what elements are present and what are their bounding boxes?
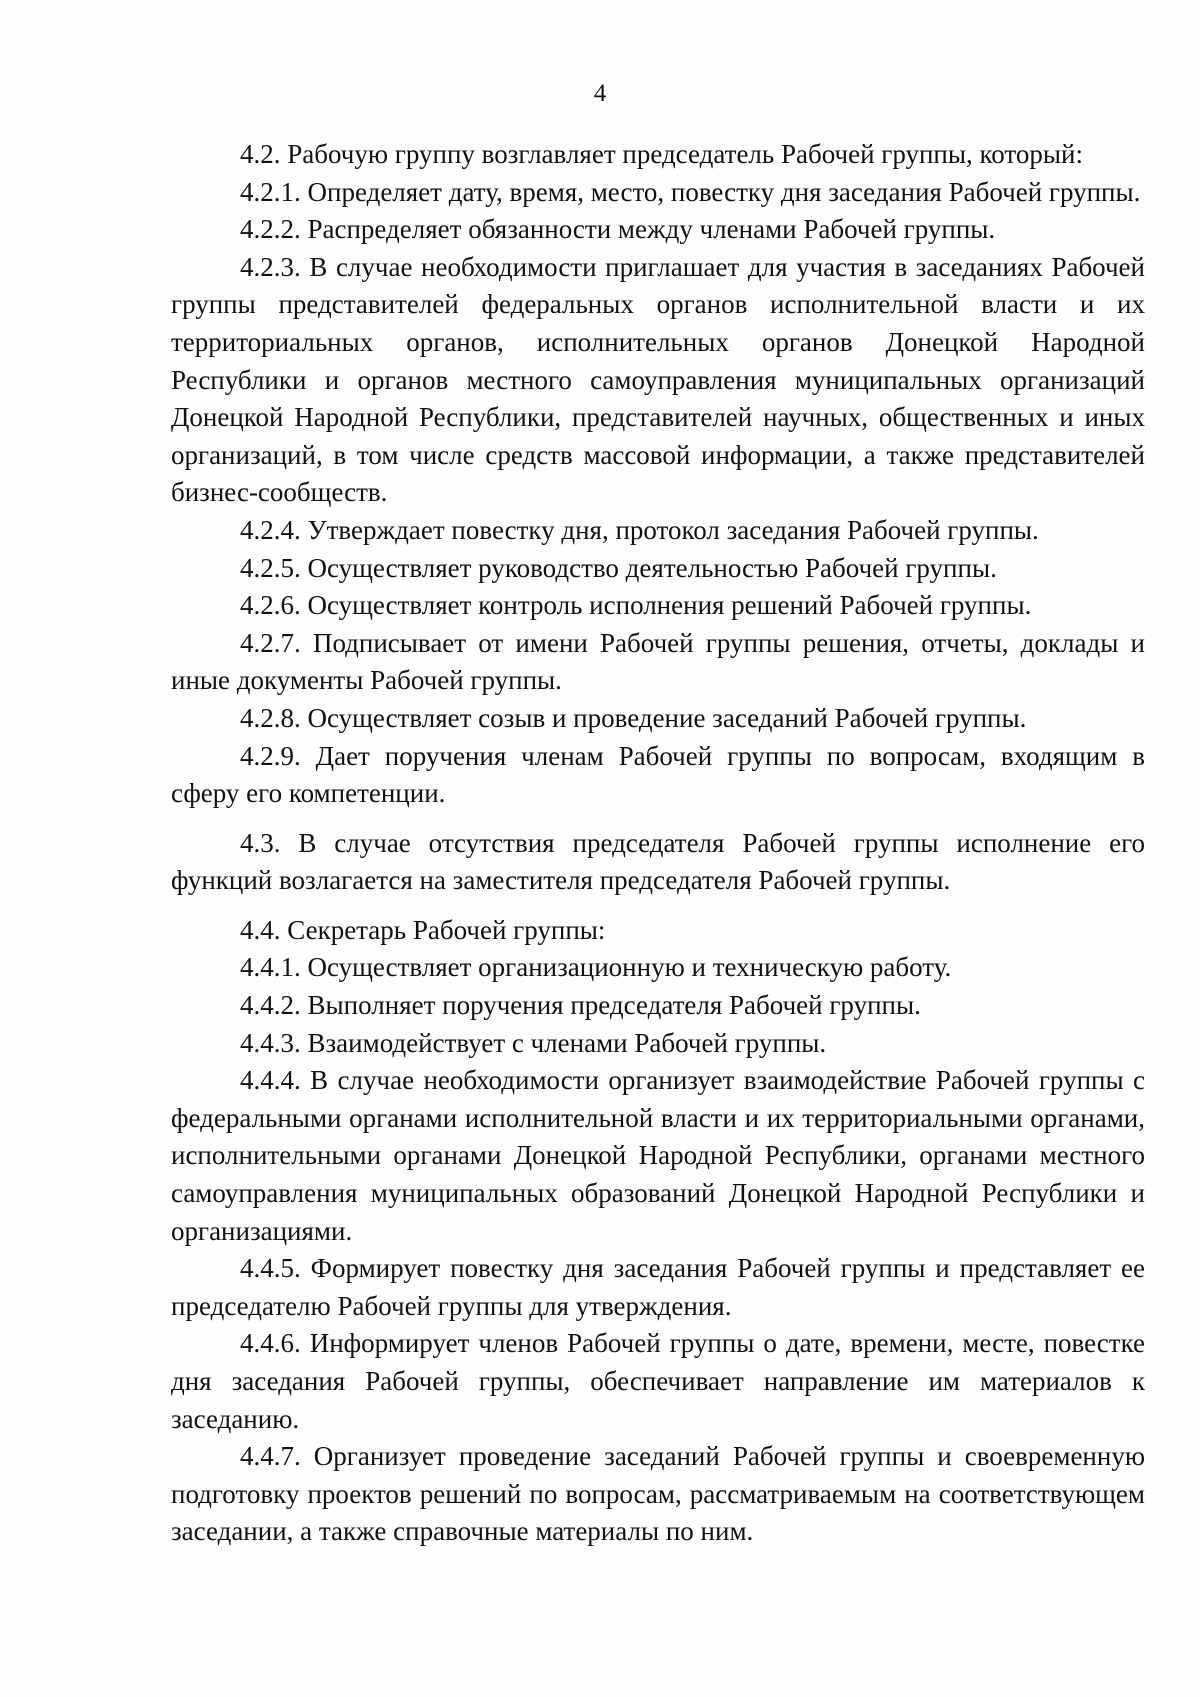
paragraph-4-4-4: 4.4.4. В случае необходимости организует взаимодействие Рабочей группы с федеральными органами исполнительной власти и их территориальными органами, исполнительными органами Донецкой Народной Республики, органами местного самоуправления муниципальных образований Донецкой Народной Республики и организациями. [171, 1065, 1145, 1246]
paragraph-4-4-1: 4.4.1. Осуществляет организационную и техническую работу. [240, 952, 952, 983]
paragraph-4-3: 4.3. В случае отсутствия председателя Рабочей группы исполнение его функций возлагается на заместителя председателя Рабочей группы. [171, 827, 1145, 896]
paragraph-4-4-2: 4.4.2. Выполняет поручения председателя Рабочей группы. [240, 990, 921, 1021]
paragraph-4-4-7: 4.4.7. Организует проведение заседаний Рабочей группы и своевременную подготовку проектов решений по вопросам, рассматриваемым на соответствующем заседании, а также справочные материалы по ним. [171, 1441, 1145, 1547]
paragraph-4-2: 4.2. Рабочую группу возглавляет председатель Рабочей группы, который: [240, 139, 1083, 169]
paragraph-4-2-9: 4.2.9. Дает поручения членам Рабочей группы по вопросам, входящим в сферу его компетенции. [171, 740, 1145, 809]
page-number: 4 [593, 80, 607, 107]
document-body [171, 136, 1145, 1551]
paragraph-4-4: 4.4. Секретарь Рабочей группы: [240, 914, 606, 945]
paragraph-4-4-5: 4.4.5. Формирует повестку дня заседания Рабочей группы и представляет ее председателю Рабочей группы для утверждения. [171, 1253, 1145, 1321]
paragraph-4-2-2: 4.2.2. Распределяет обязанности между членами Рабочей группы. [240, 214, 996, 245]
paragraph-4-2-3: 4.2.3. В случае необходимости приглашает для участия в заседаниях Рабочей группы представителей федеральных органов исполнительной власти и их территориальных органов, исполнительных органов Донецкой Народной Республики и органов местного самоуправления муниципальных организаций Донецкой Народной Республики, представителей научных, общественных и иных организаций, в том числе средств массовой информации, а также представителей бизнес-сообществ. [171, 251, 1145, 508]
paragraph-4-2-5: 4.2.5. Осуществляет руководство деятельностью Рабочей группы. [240, 552, 997, 583]
paragraph-4-2-6: 4.2.6. Осуществляет контроль исполнения решений Рабочей группы. [240, 590, 1032, 621]
paragraph-4-4-6: 4.4.6. Информирует членов Рабочей группы о дате, времени, месте, повестке дня заседания Рабочей группы, обеспечивает направление им материалов к заседанию. [171, 1328, 1145, 1434]
paragraph-4-2-7: 4.2.7. Подписывает от имени Рабочей группы решения, отчеты, доклады и иные документы Рабочей группы. [171, 627, 1145, 696]
paragraph-4-2-1: 4.2.1. Определяет дату, время, место, повестку дня заседания Рабочей группы. [240, 176, 1141, 207]
paragraph-4-2-4: 4.2.4. Утверждает повестку дня, протокол заседания Рабочей группы. [240, 514, 1039, 545]
paragraph-4-4-3: 4.4.3. Взаимодействует с членами Рабочей группы. [240, 1027, 827, 1058]
paragraph-4-2-8: 4.2.8. Осуществляет созыв и проведение заседаний Рабочей группы. [240, 702, 1027, 733]
